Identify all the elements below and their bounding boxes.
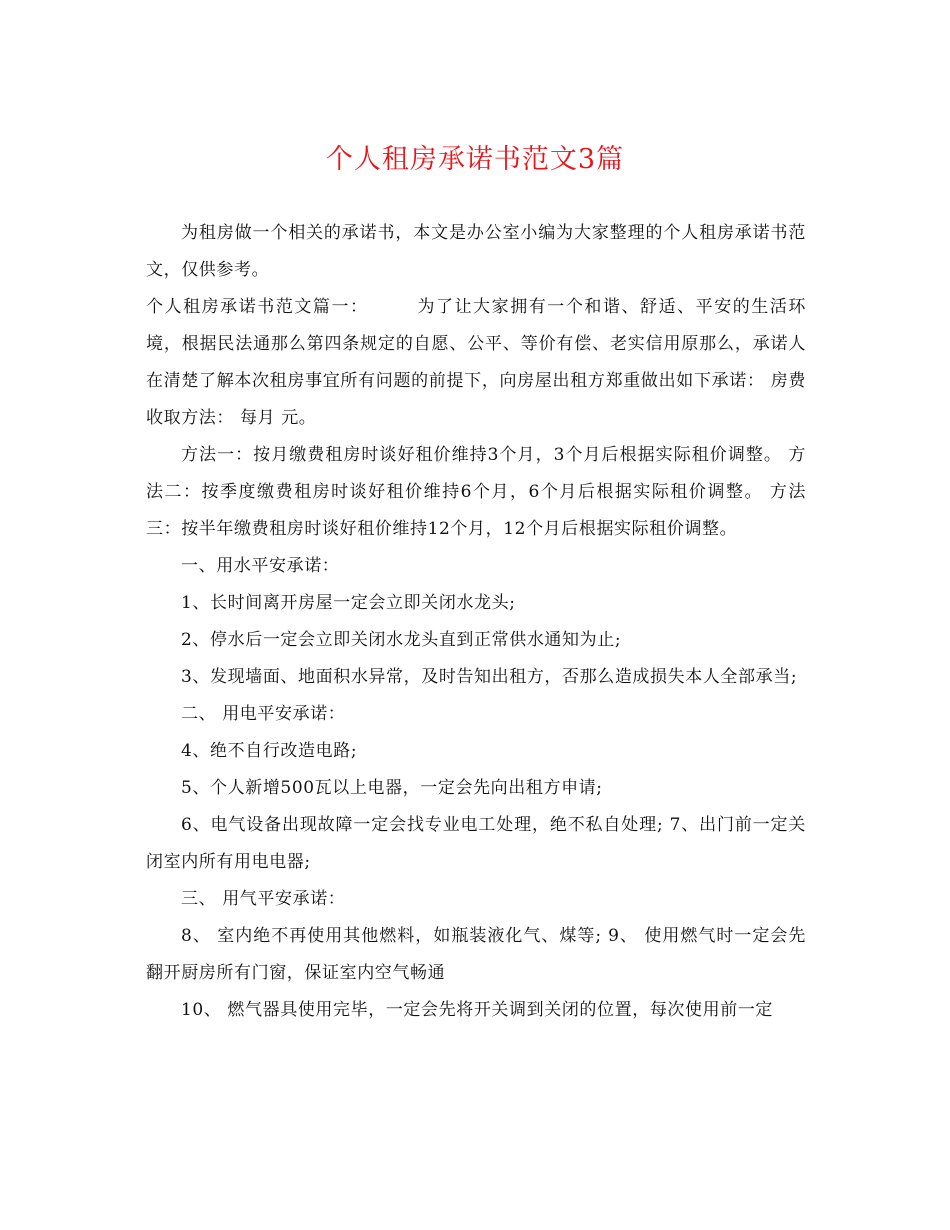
section-one-heading: 个人租房承诺书范文篇一： xyxy=(146,297,369,317)
gas-safety-heading: 三、 用气平安承诺： xyxy=(181,889,346,909)
document-title: 个人租房承诺书范文3篇 xyxy=(325,144,625,175)
list-item: 1、长时间离开房屋一定会立即关闭水龙头; xyxy=(181,593,516,613)
list-item: 2、停水后一定会立即关闭水龙头直到正常供水通知为止; xyxy=(181,630,622,650)
list-item: 3、发现墙面、地面积水异常，及时告知出租方，否那么造成损失本人全部承当; xyxy=(181,667,798,687)
intro-paragraph: 为租房做一个相关的承诺书，本文是办公室小编为大家整理的个人租房承诺书范文，仅供参考。 xyxy=(146,223,806,280)
document-body xyxy=(146,215,806,1029)
list-item: 5、个人新增500瓦以上电器，一定会先向出租方申请; xyxy=(181,778,603,798)
electric-safety-heading: 二、 用电平安承诺： xyxy=(181,704,346,724)
list-item: 4、绝不自行改造电路; xyxy=(181,741,358,761)
list-item: 6、电气设备出现故障一定会找专业电工处理，绝不私自处理; 7、出门前一定关闭室内所有用电电器; xyxy=(146,815,806,872)
payment-methods-paragraph: 方法一：按月缴费租房时谈好租价维持3个月，3个月后根据实际租价调整。 方法二：按季度缴费租房时谈好租价维持6个月，6个月后根据实际租价调整。 方法三：按半年缴费租房时谈好租价维持12个月，12个月后根据实际租价调整。 xyxy=(146,445,806,539)
section-one-text: 为了让大家拥有一个和谐、舒适、平安的生活环境，根据民法通那么第四条规定的自愿、公平、等价有偿、老实信用原那么，承诺人在清楚了解本次租房事宜所有问题的前提下，向房屋出租方郑重做出如下承诺： 房费收取方法： 每月 元。 xyxy=(146,297,806,428)
list-item: 10、 燃气器具使用完毕，一定会先将开关调到关闭的位置，每次使用前一定 xyxy=(181,1000,774,1020)
water-safety-heading: 一、用水平安承诺： xyxy=(181,556,340,576)
section-one-paragraph xyxy=(146,289,806,437)
list-item: 8、 室内绝不再使用其他燃料，如瓶装液化气、煤等; 9、 使用燃气时一定会先翻开厨房所有门窗，保证室内空气畅通 xyxy=(146,926,806,983)
